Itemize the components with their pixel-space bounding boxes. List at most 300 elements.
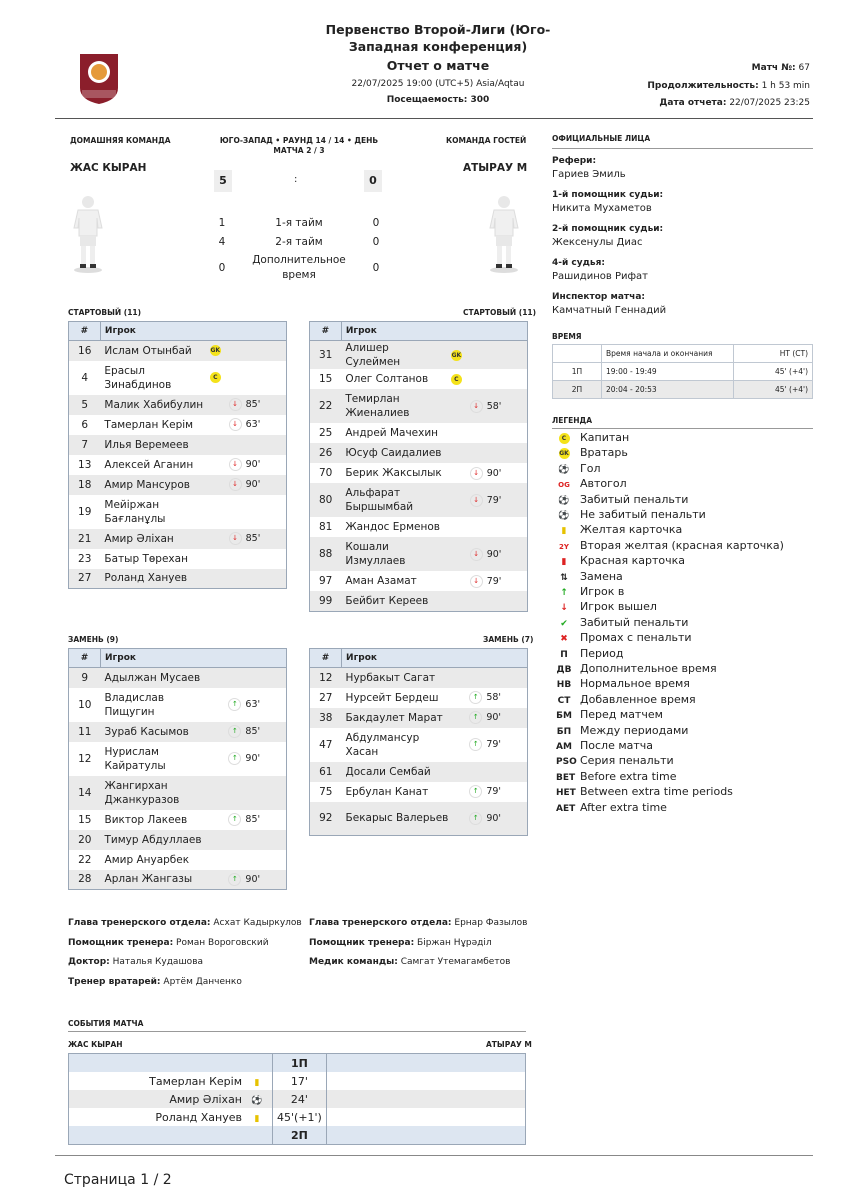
player-row [69,495,287,529]
player-number: 70 [319,467,333,479]
player-name: Амир Әліхан [100,529,209,549]
player-out-icon: ↓ [470,467,483,480]
player-number: 4 [81,371,89,384]
player-out-icon: ↓ [470,400,483,413]
legend-icon: П [560,649,568,660]
player-name: Андрей Мачехин [345,427,439,439]
player-out-icon: ↓ [229,532,242,545]
player-name: Нурислам Кайратулы [104,745,166,772]
sub-minute: 90' [245,479,261,490]
player-number: 25 [319,427,333,439]
player-row [310,369,528,389]
table-header-row [69,322,287,341]
legend-item [556,599,657,614]
player-row [69,688,287,722]
legend-label: Капитан [580,431,630,444]
player-number: 47 [319,738,333,751]
player-row [310,423,528,443]
legend-icon: ⇅ [560,572,568,583]
player-name: Адылжан Мусаев [101,668,213,688]
event-player: Роланд Хануев [155,1110,242,1124]
legend-label: Before extra time [580,769,677,783]
legend-label: Автогол [580,477,627,491]
sub-minute: 79' [486,494,502,506]
player-row [69,341,287,361]
player-name: Досали Сембай [342,762,453,782]
legend-icon: ⚽ [558,464,570,475]
period-label: 2П [273,1126,327,1145]
legend-label: Игрок в [580,585,625,598]
legend-label: Замена [580,569,623,583]
legend-heading: ЛЕГЕНДА [552,416,593,425]
attendance: Посещаемость: 300 [386,95,490,105]
player-row [310,483,528,517]
staff-role: Глава тренерского отдела: [309,918,452,928]
legend-item [556,784,733,799]
staff-name: Роман Вороговский [176,937,269,948]
events-heading: СОБЫТИЯ МАТЧА [68,1019,144,1028]
events-home-team: ЖАС КЫРАН [68,1040,123,1049]
player-name: Кошали Измуллаев [341,537,451,571]
player-row [69,415,287,435]
player-name: Жангирхан Джанкуразов [101,776,213,810]
legend-label: Период [580,646,624,660]
col-player: Игрок [101,649,287,668]
player-in-icon: ↑ [469,738,482,751]
player-out-icon: ↓ [470,548,483,561]
player-name: Батыр Төрехан [104,552,188,565]
away-kit-icon [484,192,524,272]
legend-item [556,753,674,768]
player-row [69,529,287,549]
away-score: 0 [364,170,382,192]
legend-label: Вратарь [580,446,628,460]
home-starting-label: СТАРТОВЫЙ (11) [68,308,142,317]
goalkeeper-icon: GK [210,347,221,355]
score-separator: : [294,174,298,185]
player-number: 97 [319,575,333,587]
away-starting-table [309,321,528,612]
event-row [69,1072,526,1090]
player-name: Тамерлан Керім [104,418,194,431]
staff-item [68,977,302,997]
player-name: Виктор Лакеев [104,813,188,826]
col-number: # [69,322,101,341]
player-row [310,668,528,688]
staff-name: Ернар Фазылов [454,918,528,928]
sub-minute: 85' [245,399,261,410]
legend-item [556,538,784,553]
player-row [69,435,287,455]
staff-role: Глава тренерского отдела: [68,918,211,928]
legend-item [556,692,696,707]
player-number: 21 [69,529,101,549]
legend-item [556,445,628,460]
player-row [69,742,287,776]
event-player: Амир Әліхан [169,1092,242,1106]
legend-label: Забитый пенальти [580,615,689,629]
player-name: Тимур Абдуллаев [101,830,213,850]
away-team-name: АТЫРАУ М [463,162,528,174]
player-name: Бейбит Кереев [341,591,451,611]
legend-icon: BET [556,772,576,783]
time-table: Время начала и окончания HT (CT) 1П 19:00 - 19:49 45' (+4') 2П 20:04 - 20:53 45' (+4') [552,344,813,399]
staff-name: Наталья Кудашова [112,957,204,967]
legend-label: Гол [580,461,601,475]
col-player: Игрок [100,322,286,341]
page-number: Страница 1 / 2 [64,1172,172,1188]
league-logo [74,50,124,106]
player-name: Алексей Аганин [104,458,194,471]
legend-label: Добавленное время [580,692,696,706]
player-number: 9 [69,668,101,688]
player-name: Илья Веремеев [100,435,209,455]
staff-item [68,918,302,938]
player-name: Амир Мансуров [100,475,209,495]
legend-item [556,430,629,445]
legend-item [556,615,688,630]
player-in-icon: ↑ [469,812,482,825]
col-player: Игрок [341,322,527,341]
event-row [69,1090,526,1108]
player-row [310,443,528,463]
legend-label: Не забитый пенальти [580,508,706,521]
round-info: ЮГО-ЗАПАД • РАУНД 14 / 14 • ДЕНЬ МАТЧА 2 / 3 [219,136,379,155]
home-label: ДОМАШНЯЯ КОМАНДА [70,136,171,145]
away-staff [309,918,527,977]
player-number: 38 [310,708,342,728]
sub-minute: 85' [245,814,261,825]
legend-item [556,461,600,476]
sub-minute: 90' [486,467,502,479]
col-number: # [69,649,101,668]
legend-label: Между периодами [580,723,689,737]
player-number: 31 [310,341,342,370]
player-name: Аман Азамат [345,575,417,587]
legend-item [556,630,692,645]
staff-role: Медик команды: [309,957,398,967]
home-score: 5 [214,170,232,192]
player-row [310,341,528,370]
legend-icon: ✖ [560,634,568,645]
legend-icon: ✔ [560,618,568,629]
player-number: 12 [78,752,92,765]
player-name: Роланд Хануев [100,569,209,589]
legend-item [556,476,627,491]
player-row [69,810,287,830]
sub-minute: 63' [245,419,261,430]
legend-item [556,569,623,584]
legend-icon: AET [556,803,576,814]
player-number: 27 [319,691,333,704]
player-name: Ислам Отынбай [100,341,209,361]
home-kit-icon [68,192,108,272]
player-name: Зураб Касымов [101,722,213,742]
staff-role: Помощник тренера: [309,937,415,948]
player-name: Олег Солтанов [345,373,429,385]
report-date: Дата отчета: 22/07/2025 23:25 [659,98,810,108]
legend-icon: БМ [556,711,572,722]
goalkeeper-icon: GK [451,351,462,359]
goal-icon: ⚽ [251,1095,263,1106]
legend-icon: ⚽ [558,511,570,521]
home-team-name: ЖАС КЫРАН [70,162,147,174]
legend-label: После матча [580,739,654,752]
legend-item [556,507,706,522]
player-number: 6 [81,418,89,431]
player-number: 18 [69,475,101,495]
player-in-icon: ↑ [469,691,482,704]
sub-minute: 90' [245,459,261,470]
sub-minute: 90' [486,812,502,824]
home-subs-label: ЗАМЕНЬ (9) [68,635,119,644]
legend-item [556,584,624,599]
sub-minute: 90' [486,548,502,560]
match-datetime: 22/07/2025 19:00 (UTC+5) Asia/Aqtau [351,79,525,89]
player-number: 99 [310,591,342,611]
player-number: 28 [69,870,101,890]
legend-icon: PSO [556,757,577,768]
table-header-row [310,649,528,668]
officials-list: Рефери: Гариев Эмиль 1-й помощник судьи: Никита Мухаметов 2-й помощник судьи: Жексенулы Диас 4-й судья: Рашидинов Рифат Инспектор матча: Камчатный Геннадий [552,156,667,316]
legend-icon: C [556,432,572,447]
legend-item [556,492,688,507]
match-number: Матч №: 67 [751,63,810,73]
player-row [69,395,287,415]
legend-item [556,769,676,784]
legend-label: Перед матчем [580,708,663,722]
player-in-icon: ↑ [228,813,241,826]
player-number: 20 [69,830,101,850]
player-row [69,549,287,569]
player-row [310,688,528,708]
staff-name: Асхат Кадыркулов [213,918,302,928]
period-scores: 1 1-я тайм 0 4 2-я тайм 0 0 Дополнительное время 0 [218,216,380,281]
legend-icon: 2Y [559,542,569,551]
officials-heading: ОФИЦИАЛЬНЫЕ ЛИЦА [552,134,651,143]
player-name: Ерасыл Зинабдинов [104,364,172,391]
staff-role: Доктор: [68,957,110,967]
legend-icon: ↓ [560,603,568,614]
event-row [69,1108,526,1126]
player-out-icon: ↓ [229,458,242,471]
player-out-icon: ↓ [229,398,242,411]
away-subs-table [309,648,528,836]
legend-item [556,553,685,568]
away-starting-label: СТАРТОВЫЙ (11) [463,308,537,317]
sub-minute: 63' [245,699,261,710]
competition-title: Первенство Второй-Лиги (Юго-Западная конференция) [325,22,551,54]
yellow-card-icon: ▮ [254,1077,260,1088]
legend-icon: ⚽ [558,495,570,506]
player-in-icon: ↑ [228,752,241,765]
staff-item [68,938,302,958]
player-row [69,722,287,742]
sub-minute: 90' [486,712,502,723]
table-header-row [69,649,287,668]
legend-icon: OG [558,481,570,490]
player-number: 15 [319,373,333,385]
player-row [310,762,528,782]
yellow-card-icon: ▮ [254,1113,260,1124]
legend-label: Красная карточка [580,554,686,568]
player-number: 61 [310,762,342,782]
player-row [310,782,528,802]
col-number: # [310,649,342,668]
col-number: # [310,322,342,341]
player-name: Бакдаулет Марат [342,708,453,728]
player-name: Арлан Жангазы [101,870,213,890]
player-number: 11 [69,722,101,742]
player-row [69,475,287,495]
captain-icon: C [210,372,221,383]
legend-label: Забитый пенальти [580,492,689,506]
player-name: Малик Хабибулин [100,395,209,415]
player-row [69,870,287,890]
player-row [69,776,287,810]
player-row [310,463,528,483]
player-number: 23 [78,552,92,565]
legend-icon: ДВ [556,665,572,675]
home-subs-table [68,648,287,890]
player-number: 26 [310,443,342,463]
player-name: Абдулмансур Хасан [345,731,420,758]
player-name: Нурсейт Бердеш [345,691,439,704]
staff-item [309,918,527,938]
staff-name: Біржан Нұрәділ [417,937,492,948]
player-name: Альфарат Быршымбай [341,483,451,517]
player-number: 22 [310,389,342,423]
player-in-icon: ↑ [228,873,241,886]
player-row [69,830,287,850]
legend-icon: СТ [557,695,571,706]
legend-item [556,646,624,661]
captain-icon: C [451,374,462,385]
player-number: 13 [78,458,92,471]
legend-icon: ↑ [560,588,568,598]
player-row [69,668,287,688]
legend-icon: ▮ [561,526,567,537]
time-heading: ВРЕМЯ [552,332,582,341]
sub-minute: 79' [486,786,502,797]
player-number: 22 [78,853,92,866]
legend-label: Желтая карточка [580,523,683,537]
home-staff [68,918,302,996]
player-number: 75 [319,785,333,798]
player-number: 19 [78,505,92,518]
legend-item [556,707,663,722]
player-row [310,389,528,423]
player-name: Берик Жаксылык [345,467,442,479]
player-name: Бекарыс Валерьев [342,802,453,836]
legend-icon: HET [556,788,576,799]
player-name: Нурбакыт Сагат [342,668,453,688]
player-number: 81 [319,521,333,533]
report-subtitle: Отчет о матче [386,58,490,73]
duration: Продолжительность: 1 h 53 min [647,81,810,91]
staff-role: Тренер вратарей: [68,976,161,987]
player-number: 16 [69,341,101,361]
sub-minute: 58' [486,692,502,703]
player-name: Жандос Ерменов [345,521,440,533]
sub-minute: 85' [245,533,261,544]
player-number: 14 [69,776,101,810]
legend-icon: GK [559,450,569,458]
table-header-row [310,322,528,341]
staff-name: Самгат Утемагамбетов [400,957,511,967]
player-name: Владислав Пищугин [104,691,165,718]
legend-label: Between extra time periods [580,785,733,799]
period-label: 1П [273,1054,327,1073]
staff-item [68,957,302,977]
player-row [310,537,528,571]
player-number: 7 [69,435,101,455]
player-row [69,361,287,395]
event-time: 17' [273,1072,327,1090]
player-name: Алишер Сулеймен [341,341,451,370]
player-number: 5 [69,395,101,415]
legend-icon: ▮ [561,557,567,568]
player-number: 80 [310,483,342,517]
legend-icon: АМ [556,742,572,752]
away-subs-label: ЗАМЕНЬ (7) [483,635,534,644]
home-starting-table [68,321,287,589]
player-number: 10 [78,698,92,711]
player-out-icon: ↓ [470,575,483,588]
event-player: Тамерлан Керім [149,1074,242,1088]
period-row [69,1126,526,1145]
event-time: 45'(+1') [273,1108,327,1126]
event-time: 24' [273,1090,327,1108]
player-name: Темирлан Жиеналиев [341,389,451,423]
player-in-icon: ↑ [469,711,482,724]
sub-minute: 79' [486,575,502,587]
legend-label: Дополнительное время [580,662,717,675]
legend-label: Вторая желтая (красная карточка) [580,538,784,552]
player-out-icon: ↓ [470,494,483,507]
player-row [69,850,287,870]
player-row [310,591,528,611]
player-number: 92 [310,802,342,836]
staff-name: Артём Данченко [163,976,242,987]
player-in-icon: ↑ [228,698,241,711]
player-name: Ербулан Канат [345,785,429,798]
legend-item [556,738,653,753]
player-row [69,455,287,475]
legend-label: Игрок вышел [580,600,657,614]
staff-role: Помощник тренера: [68,937,174,948]
player-in-icon: ↑ [469,785,482,798]
player-row [310,802,528,836]
player-row [310,571,528,591]
player-row [310,728,528,762]
events-away-team: АТЫРАУ М [486,1040,532,1049]
events-table [68,1053,526,1145]
legend-icon: БП [556,726,572,737]
player-out-icon: ↓ [229,418,242,431]
period-row [69,1054,526,1073]
player-number: 27 [69,569,101,589]
staff-item [309,957,527,977]
sub-minute: 79' [486,739,502,750]
player-name: Амир Ануарбек [104,853,190,866]
legend-label: Серия пенальти [580,754,674,768]
player-row [69,569,287,589]
player-name: Мейіржан Бағланұлы [104,498,166,525]
legend-item [556,723,688,738]
sub-minute: 90' [245,753,261,764]
legend-item [556,522,682,537]
